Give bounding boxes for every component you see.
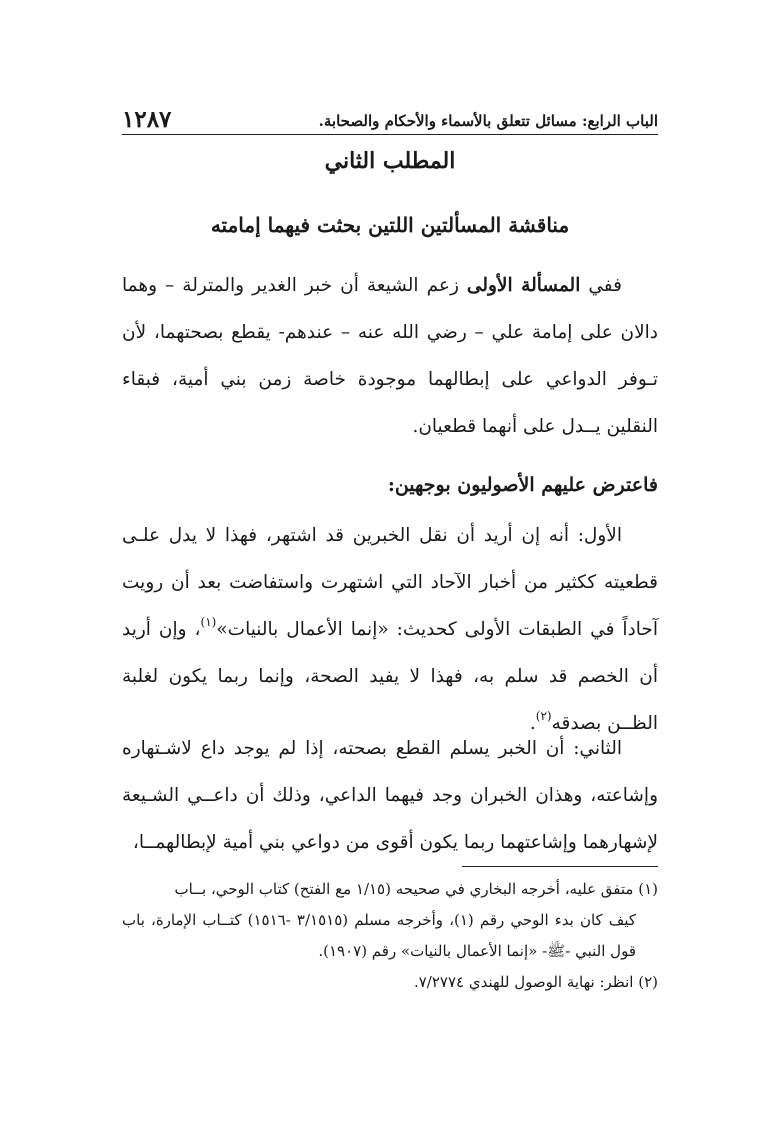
footnote-ref-2[interactable]: (٢): [535, 709, 552, 723]
first-point-text-middle: ، وإن أريد أن الخصم قد سلم به، فهذا لا يفيد الصحة، وإنما ربما يكون لغلبة الظــن بصدقه: [122, 619, 658, 734]
first-point-text: الأول: أنه إن أريد أن نقل الخبرين قد اشتهر، فهذا لا يدل علـى قطعيته ككثير من أخبار الآحاد التي اشتهرت واستفاضت بعد أن رويت آحاداً في الطبقات الأولى كحديث: «إنما الأعمال بالنيات»: [122, 525, 658, 640]
objection-heading: فاعترض عليهم الأصوليون بوجهين:: [387, 474, 658, 496]
section-subtitle: المطلب الثاني: [324, 148, 456, 174]
running-header: [122, 104, 658, 135]
page-number: ١٢٨٧: [122, 106, 172, 133]
footnote-1-continuation: كيف كان بدء الوحي رقم (١)، وأخرجه مسلم (٣/١٥١٥ -١٥١٦) كتــاب الإمارة، باب قول النبي -ﷺ- «إنما الأعمال بالنيات» رقم (١٩٠٧).: [122, 911, 636, 960]
footnote-divider: [462, 866, 658, 867]
footnote-ref-1[interactable]: (١): [200, 615, 217, 629]
section-title: مناقشة المسألتين اللتين بحثت فيهما إمامته: [210, 213, 570, 237]
running-title: الباب الرابع: مسائل تتعلق بالأسماء والأحكام والصحابة.: [318, 112, 658, 130]
intro-bold-phrase: المسألة الأولى: [466, 275, 581, 296]
footnote-2-lead: (٢) انظر: نهاية الوصول للهندي ٧/٢٧٧٤.: [413, 973, 658, 991]
footnote-2: [122, 967, 658, 998]
intro-prefix: ففي: [588, 275, 622, 296]
intro-paragraph: [122, 262, 658, 450]
intro-text: زعم الشيعة أن خبر الغدير والمترلة – وهما دالان على إمامة علي – رضي الله عنه – عندهم- يقطع بصحتهما، لأن تـوفر الدواعي على إبطالهما موجودة خاصة زمن بني أمية، فبقاء النقلين يــدل على أنهما قطعيان.: [122, 275, 658, 437]
second-point-text: الثاني: أن الخبر يسلم القطع بصحته، إذا لم يوجد داع لاشـتهاره وإشاعته، وهذان الخبران وجد فيهما الداعي، وذلك أن داعــي الشـيعة لإشهارهما وإشاعتهما ربما يكون أقوى من دواعي بني أمية لإبطالهمــا،: [122, 738, 658, 853]
second-point-paragraph: [122, 725, 658, 866]
first-point-text-end: .: [529, 713, 536, 734]
first-point-paragraph: [122, 512, 658, 747]
footnote-1-lead: (١) متفق عليه، أخرجه البخاري في صحيحه (١/١٥ مع الفتح) كتاب الوحي، بــاب: [174, 880, 658, 898]
footnotes: [122, 874, 658, 998]
footnote-1: [122, 874, 658, 905]
